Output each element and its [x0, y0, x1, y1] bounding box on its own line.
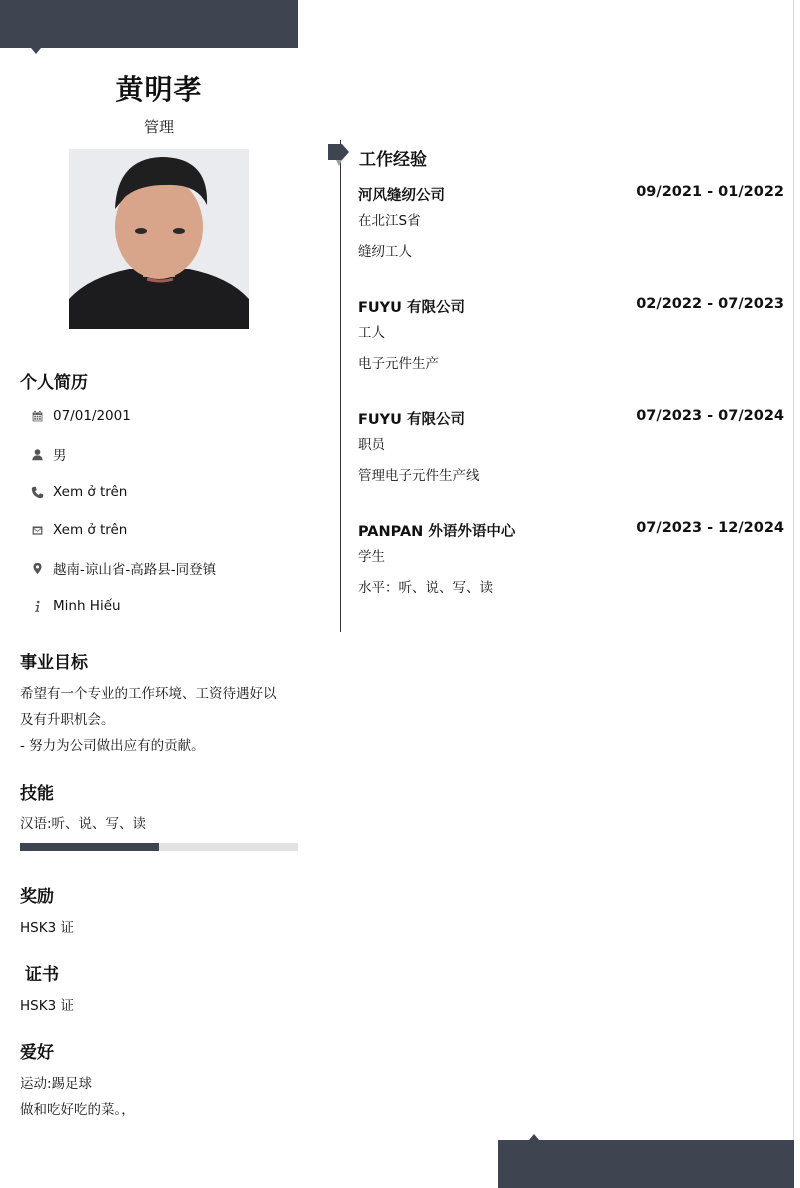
- job-period: 02/2022 - 07/2023: [636, 296, 784, 312]
- section-title-certificates: 证书: [25, 965, 59, 985]
- footer-bar: [498, 1140, 794, 1188]
- job-entry: [358, 184, 784, 268]
- job-period: 07/2023 - 12/2024: [636, 520, 784, 536]
- info-row-birthdate: [20, 404, 298, 428]
- phone-text: Xem ở trên: [53, 484, 128, 500]
- profile-photo: [69, 149, 249, 329]
- section-title-hobbies: 爱好: [20, 1043, 54, 1063]
- job-company: FUYU 有限公司: [358, 300, 466, 316]
- section-title-work: 工作经验: [359, 150, 427, 170]
- section-title-skills: 技能: [20, 784, 54, 804]
- skill-level-bar: [20, 843, 298, 851]
- info-row-phone: [20, 480, 298, 504]
- info-row-address: [20, 556, 298, 580]
- candidate-role: 管理: [143, 118, 174, 136]
- phone-icon: [26, 486, 48, 499]
- info-icon: [26, 600, 48, 613]
- job-detail: 水平：听、说、写、读: [358, 580, 493, 596]
- job-entry: [358, 408, 784, 492]
- job-company: 河风缝纫公司: [358, 188, 445, 204]
- job-company: FUYU 有限公司: [358, 412, 466, 428]
- footer-notch: [529, 1134, 539, 1140]
- skill-level-fill: [20, 843, 159, 851]
- location-icon: [26, 562, 48, 575]
- candidate-name: 黄明孝: [115, 73, 203, 106]
- email-icon: [26, 524, 48, 537]
- job-entry: [358, 296, 784, 380]
- email-text: Xem ở trên: [53, 522, 128, 538]
- skill-item-label: 汉语:听、说、写、读: [20, 816, 147, 832]
- certificates-text: HSK3 证: [20, 998, 74, 1014]
- info-row-email: [20, 518, 298, 542]
- objective-text: [20, 681, 298, 759]
- objective-line: 及有升职机会。: [20, 712, 115, 728]
- section-title-awards: 奖励: [20, 887, 54, 907]
- hobby-line: 运动:踢足球: [20, 1076, 93, 1092]
- info-row-other: [20, 594, 298, 618]
- job-detail: 电子元件生产: [358, 356, 439, 372]
- flag-icon: [328, 144, 350, 168]
- calendar-icon: [26, 410, 48, 423]
- timeline-line: [340, 140, 341, 632]
- awards-text: HSK3 证: [20, 920, 74, 936]
- header-bar: [0, 0, 298, 48]
- job-detail: 职员: [358, 437, 385, 453]
- job-detail: 管理电子元件生产线: [358, 468, 480, 484]
- job-detail: 工人: [358, 325, 385, 341]
- page-edge-divider: [793, 0, 794, 1188]
- user-icon: [26, 448, 48, 461]
- header-notch: [31, 48, 41, 54]
- job-entry: [358, 520, 784, 604]
- other-info-text: Minh Hiếu: [53, 598, 121, 614]
- birthdate-text: 07/01/2001: [53, 408, 131, 424]
- job-detail: 缝纫工人: [358, 244, 412, 260]
- section-title-objective: 事业目标: [20, 653, 88, 673]
- job-period: 07/2023 - 07/2024: [636, 408, 784, 424]
- objective-line: - 努力为公司做出应有的贡献。: [20, 738, 205, 754]
- hobby-line: 做和吃好吃的菜。，: [20, 1102, 135, 1118]
- hobbies-text: [20, 1071, 298, 1123]
- job-company: PANPAN 外语外语中心: [358, 524, 516, 540]
- gender-text: 男: [53, 448, 67, 464]
- objective-line: 希望有一个专业的工作环境、工资待遇好以: [20, 686, 277, 702]
- info-row-gender: [20, 442, 298, 466]
- job-detail: 学生: [358, 549, 385, 565]
- job-period: 09/2021 - 01/2022: [636, 184, 784, 200]
- address-text: 越南-谅山省-高路县-同登镇: [53, 562, 217, 578]
- job-detail: 在北江S省: [358, 213, 421, 229]
- section-title-personal: 个人简历: [20, 373, 88, 393]
